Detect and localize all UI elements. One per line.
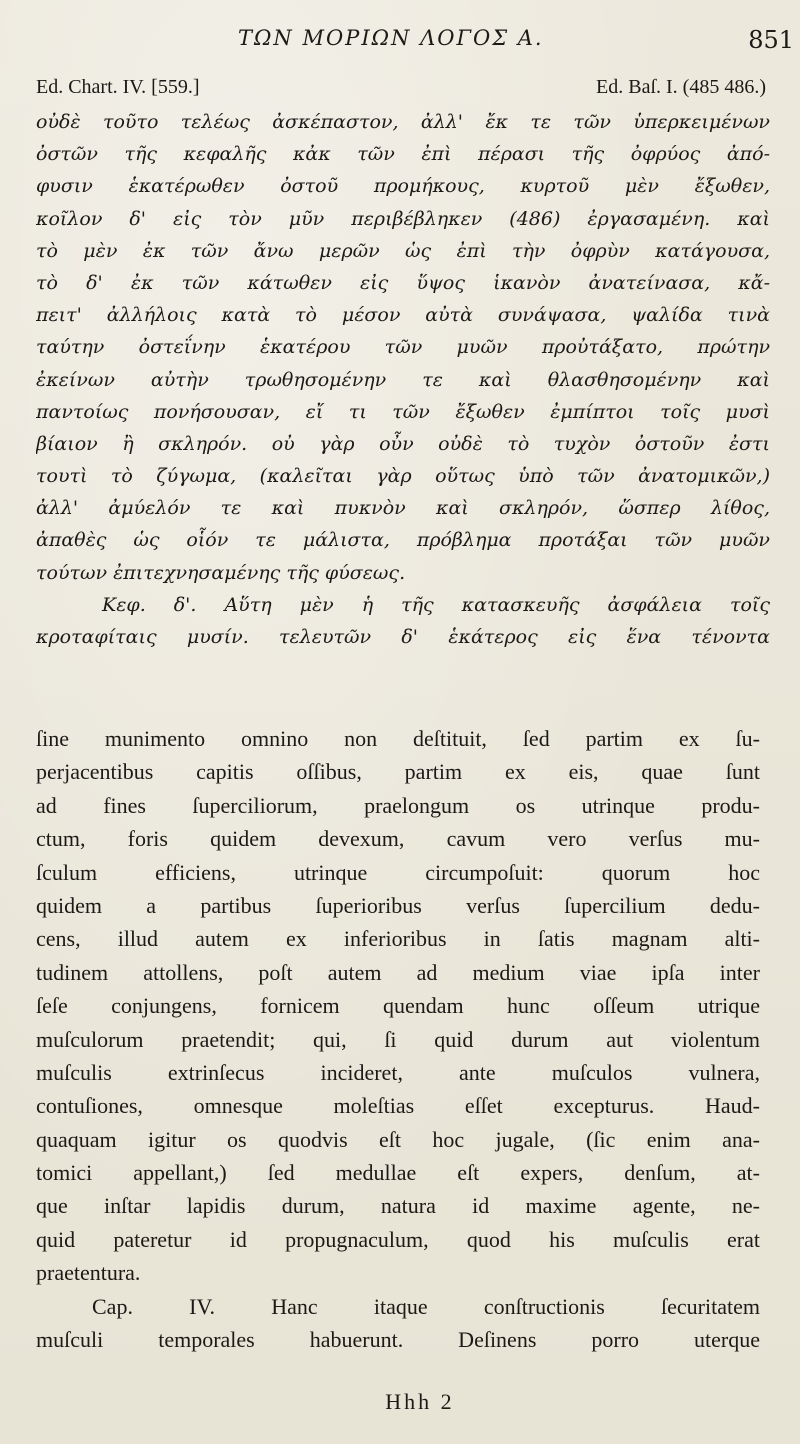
greek-line: ὀστῶν τῆς κεφαλῆς κἀκ τῶν ἐπὶ πέρασι τῆς ὀφρύος ἀπό- — [36, 143, 770, 166]
signature-mark — [0, 1389, 800, 1415]
latin-line: muſculi temporales habuerunt. Deſinens porro uterque — [36, 1327, 760, 1353]
greek-line: κοῖλον δ' εἰς τὸν μῦν περιβέβληκεν (486) ἐργασαμένη. καὶ — [36, 207, 770, 230]
greek-line: ἐκείνων αὐτὴν τρωθησομένην τε καὶ θλασθησομένην καὶ — [36, 368, 770, 391]
latin-line: ſeſe conjungens, fornicem quendam hunc oſſeum utrique — [36, 993, 760, 1019]
greek-line: οὐδὲ τοῦτο τελέως ἀσκέπαστον, ἀλλ' ἔκ τε τῶν ὑπερκειμένων — [36, 111, 770, 133]
edition-reference-chartier: Ed. Chart. IV. [559.] — [36, 76, 200, 98]
latin-line: muſculorum praetendit; qui, ſi quid durum aut violentum — [36, 1026, 760, 1052]
signature-text: Hhh 2 — [385, 1389, 455, 1414]
greek-line: κροταφίταις μυσίν. τελευτῶν δ' ἑκάτερος εἰς ἕνα τένοντα — [36, 626, 770, 648]
latin-text-block — [36, 722, 760, 1356]
latin-chapter-heading-line: Cap. IV. Hanc itaque conſtructionis ſecuritatem — [92, 1293, 760, 1319]
greek-line: βίαιον ἢ σκληρόν. οὐ γὰρ οὖν οὐδὲ τὸ τυχὸν ὀστοῦν ἐστι — [36, 432, 770, 455]
latin-line: tomici appellant,) ſed medullae eſt expers, denſum, at- — [36, 1160, 760, 1186]
latin-line: quidem a partibus ſuperioribus verſus ſupercilium dedu- — [36, 892, 760, 918]
greek-line: τὸ μὲν ἐκ τῶν ἄνω μερῶν ὡς ἐπὶ τὴν ὀφρὺν κατάγουσα, — [36, 239, 770, 262]
latin-line: ſculum efficiens, utrinque circumpoſuit: quorum hoc — [36, 859, 760, 885]
greek-line: τὸ δ' ἐκ τῶν κάτωθεν εἰς ὕψος ἱκανὸν ἀνατείνασα, κἄ- — [36, 271, 770, 294]
latin-line: muſculis extrinſecus incideret, ante muſculos vulnera, — [36, 1059, 760, 1085]
latin-line: perjacentibus capitis oſſibus, partim ex eis, quae ſunt — [36, 759, 760, 785]
greek-line: τουτὶ τὸ ζύγωμα, (καλεῖται γὰρ οὕτως ὑπὸ τῶν ἀνατομικῶν,) — [36, 465, 770, 488]
latin-line: ad fines ſuperciliorum, praelongum os utrinque produ- — [36, 792, 760, 818]
edition-references — [36, 76, 766, 104]
latin-line: contuſiones, omnesque moleſtias eſſet excepturus. Haud- — [36, 1093, 760, 1119]
edition-reference-basel: Ed. Baſ. I. (485 486.) — [596, 76, 766, 98]
page-header — [0, 26, 800, 62]
latin-line: ſine munimento omnino non deſtituit, ſed partim ex ſu- — [36, 726, 760, 751]
page-number: 851 — [748, 26, 794, 54]
greek-line: ταύτην ὀστεΐνην ἑκατέρου τῶν μυῶν προὐτάξατο, πρώτην — [36, 336, 770, 359]
greek-text-block — [36, 106, 770, 653]
latin-line: que inſtar lapidis durum, natura id maxime agente, ne- — [36, 1193, 760, 1219]
latin-line: ctum, foris quidem devexum, cavum vero verſus mu- — [36, 826, 760, 852]
latin-line: quaquam igitur os quodvis eſt hoc jugale, (ſic enim ana- — [36, 1126, 760, 1152]
greek-chapter-heading-line: Κεφ. δ'. Αὕτη μὲν ἡ τῆς κατασκευῆς ἀσφάλεια τοῖς — [102, 593, 770, 616]
greek-line: τούτων ἐπιτεχνησαμένης τῆς φύσεως. — [36, 561, 406, 584]
greek-line: φυσιν ἑκατέρωθεν ὀστοῦ προμήκους, κυρτοῦ μὲν ἔξωθεν, — [36, 175, 770, 198]
running-title: ΤΩΝ ΜΟΡΙΩΝ ΛΟΓΟΣ Α. — [238, 26, 544, 50]
latin-line: praetentura. — [36, 1260, 141, 1286]
latin-line: tudinem attollens, poſt autem ad medium viae ipſa inter — [36, 959, 760, 985]
greek-line: παντοίως πονήσουσαν, εἴ τι τῶν ἔξωθεν ἐμπίπτοι τοῖς μυσὶ — [36, 400, 770, 423]
greek-line: ἀλλ' ἀμύελόν τε καὶ πυκνὸν καὶ σκληρόν, ὥσπερ λίθος, — [36, 497, 770, 520]
greek-line: πειτ' ἀλλήλοις κατὰ τὸ μέσον αὐτὰ συνάψασα, ψαλίδα τινὰ — [36, 304, 770, 327]
greek-line: ἀπαθὲς ὡς οἷόν τε μάλιστα, πρόβλημα προτάξαι τῶν μυῶν — [36, 529, 770, 552]
latin-line: quid pateretur id propugnaculum, quod his muſculis erat — [36, 1226, 760, 1252]
latin-line: cens, illud autem ex inferioribus in ſatis magnam alti- — [36, 926, 760, 952]
